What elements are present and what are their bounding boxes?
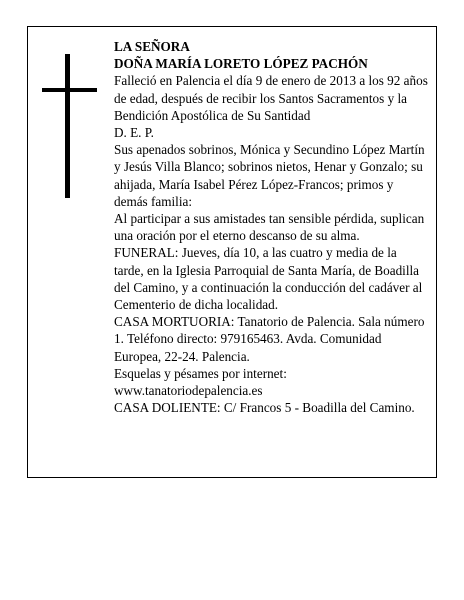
deceased-name: DOÑA MARÍA LORETO LÓPEZ PACHÓN bbox=[114, 56, 368, 72]
cross-vertical-bar bbox=[65, 54, 70, 198]
obituary-text bbox=[114, 38, 428, 416]
family-list: Sus apenados sobrinos, Mónica y Secundino López Martín y Jesús Villa Blanco; sobrinos nietos, Henar y Gonzalo; su ahijada, María Isabel Pérez López-Francos; primos y demás familia: bbox=[114, 142, 425, 209]
website-link[interactable]: www.tanatoriodepalencia.es bbox=[114, 383, 263, 399]
home-address: CASA DOLIENTE: C/ Francos 5 - Boadilla del Camino. bbox=[114, 400, 415, 416]
mortuary-details: CASA MORTUORIA: Tanatorio de Palencia. Sala número 1. Teléfono directo: 979165463. Avda. Comunidad Europea, 22-24. Palencia. bbox=[114, 314, 425, 364]
rest-in-peace: D. E. P. bbox=[114, 125, 154, 141]
condolences-label: Esquelas y pésames por internet: bbox=[114, 365, 287, 381]
prayer-request: Al participar a sus amistades tan sensible pérdida, suplican una oración por el eterno descanso de su alma. bbox=[114, 211, 425, 244]
latin-cross-icon bbox=[42, 54, 97, 198]
cross-horizontal-bar bbox=[42, 88, 97, 92]
death-announcement: Falleció en Palencia el día 9 de enero de 2013 a los 92 años de edad, después de recibir los Santos Sacramentos y la Bendición Apostólica de Su Santidad bbox=[114, 73, 428, 123]
notice-title: LA SEÑORA bbox=[114, 39, 190, 54]
funeral-details: FUNERAL: Jueves, día 10, a las cuatro y media de la tarde, en la Iglesia Parroquial de Santa María, de Boadilla del Camino, y a continuación la conducción del cadáver al Cementerio de dicha localidad. bbox=[114, 245, 423, 313]
